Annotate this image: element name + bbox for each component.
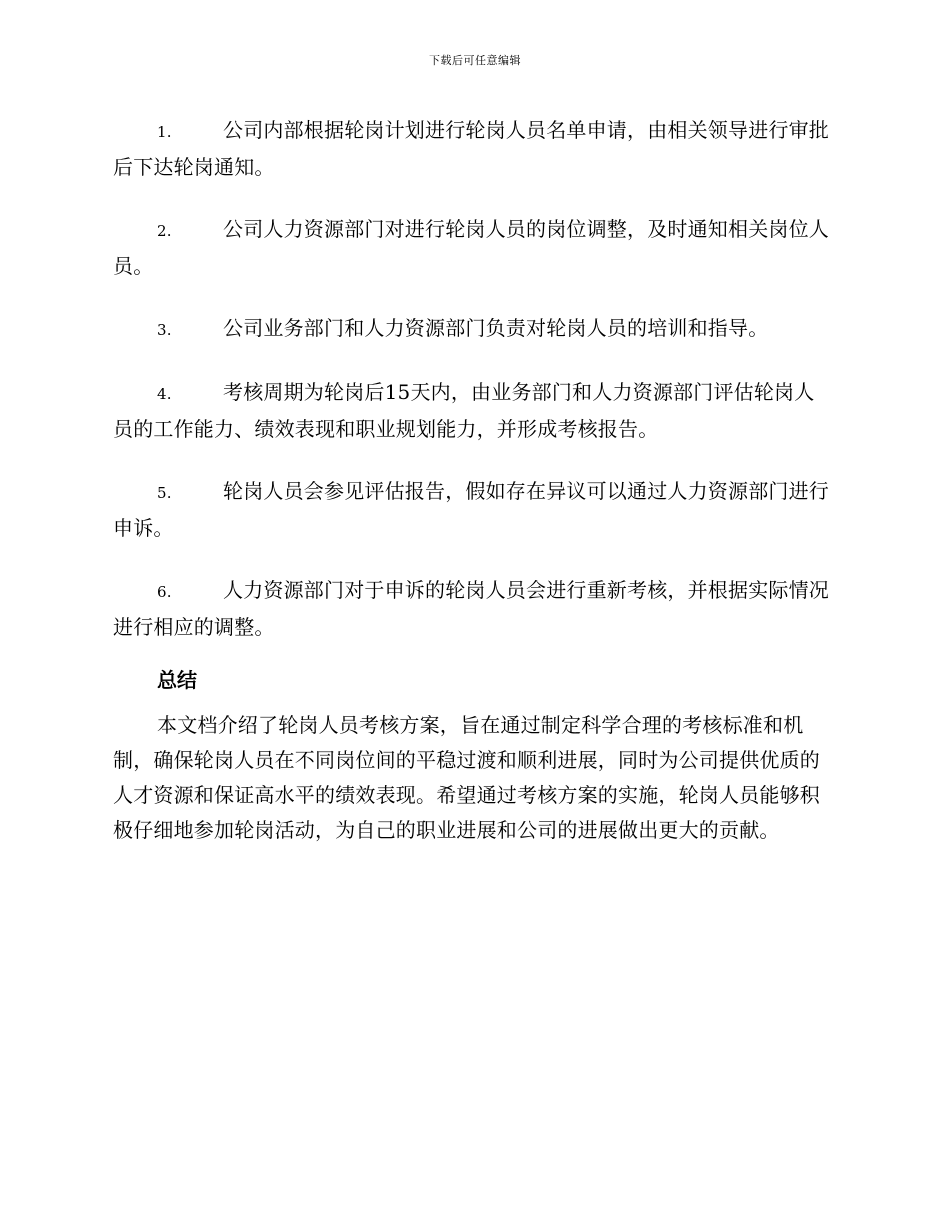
list-item-number: 3. — [157, 321, 172, 339]
list-item-text: 公司人力资源部门对进行轮岗人员的岗位调整，及时通知相关岗位人员。 — [113, 217, 829, 278]
list-item-text: 公司内部根据轮岗计划进行轮岗人员名单申请，由相关领导进行审批后下达轮岗通知。 — [113, 118, 829, 179]
list-item-number: 2. — [157, 222, 172, 240]
list-item — [113, 573, 833, 645]
document-content — [113, 113, 833, 848]
list-item — [113, 375, 833, 447]
list-item-text: 公司业务部门和人力资源部门负责对轮岗人员的培训和指导。 — [223, 316, 769, 340]
numbered-list — [113, 113, 833, 645]
list-item-number: 5. — [157, 484, 172, 502]
list-item-text: 人力资源部门对于申诉的轮岗人员会进行重新考核，并根据实际情况进行相应的调整。 — [113, 578, 829, 639]
list-item-text: 考核周期为轮岗后15天内，由业务部门和人力资源部门评估轮岗人员的工作能力、绩效表现和职业规划能力，并形成考核报告。 — [113, 380, 815, 441]
list-item-number: 1. — [157, 123, 172, 141]
list-item — [113, 113, 833, 185]
list-item-number: 6. — [157, 583, 172, 601]
list-item — [113, 212, 833, 284]
summary-paragraph: 本文档介绍了轮岗人员考核方案，旨在通过制定科学合理的考核标准和机制，确保轮岗人员在不同岗位间的平稳过渡和顺利进展，同时为公司提供优质的人才资源和保证高水平的绩效表现。希望通过考核方案的实施，轮岗人员能够积极仔细地参加轮岗活动，为自己的职业进展和公司的进展做出更大的贡献。 — [113, 713, 820, 842]
list-item — [113, 311, 833, 348]
summary-heading: 总结 — [157, 668, 197, 692]
page-header-note: 下载后可任意编辑 — [429, 54, 521, 67]
list-item-text: 轮岗人员会参见评估报告，假如存在异议可以通过人力资源部门进行申诉。 — [113, 479, 829, 540]
list-item — [113, 474, 833, 546]
list-item-number: 4. — [157, 385, 172, 403]
